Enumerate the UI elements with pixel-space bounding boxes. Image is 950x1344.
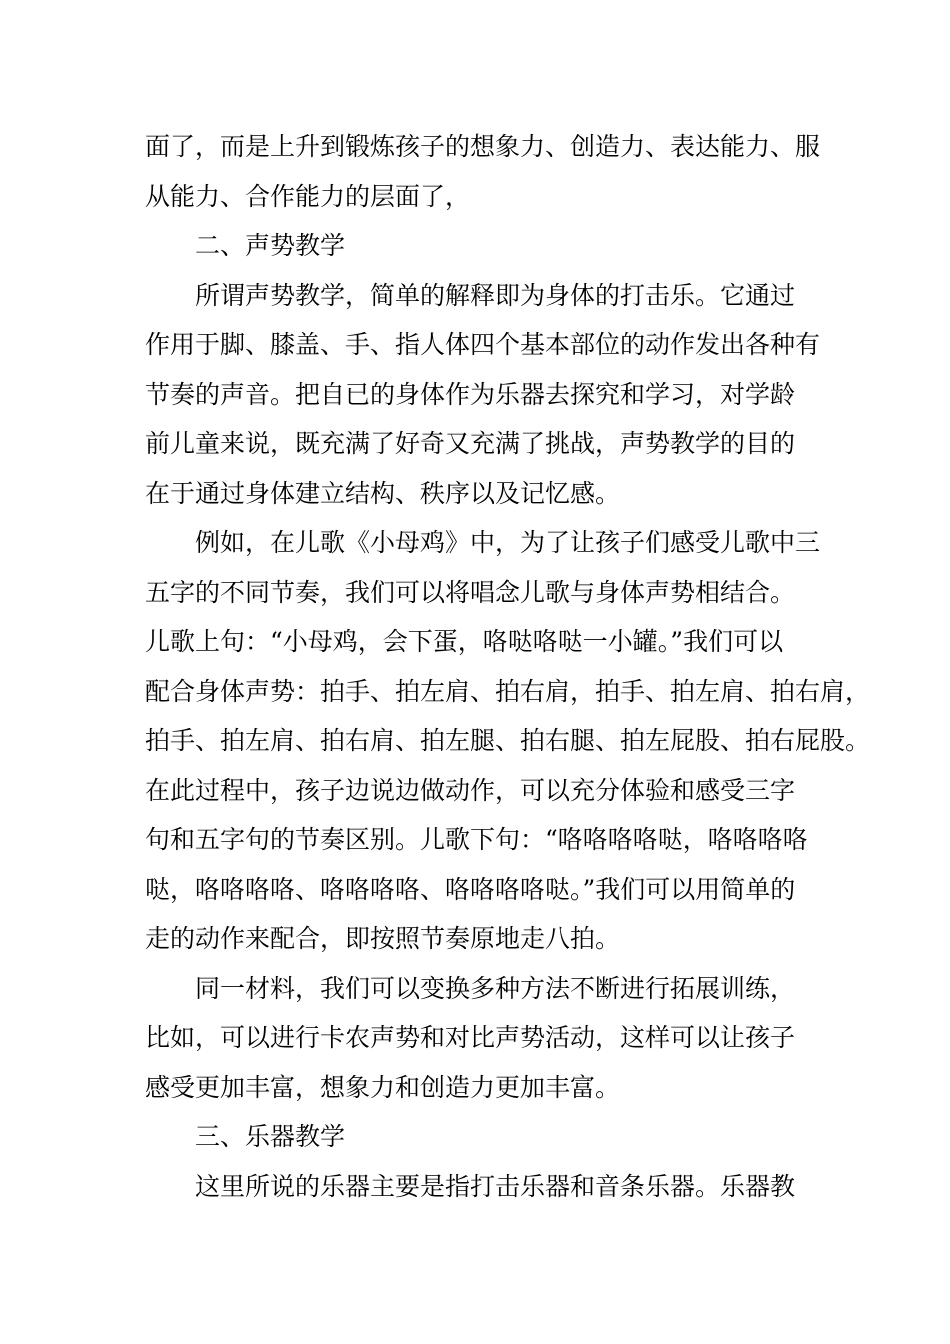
paragraph-line: 例如，在儿歌《小母鸡》中，为了让孩子们感受儿歌中三: [195, 528, 821, 557]
section-heading: 二、声势教学: [195, 231, 346, 260]
paragraph-line: 配合身体声势：拍手、拍左肩、拍右肩，拍手、拍左肩、拍右肩，: [145, 676, 871, 706]
paragraph-line: 走的动作来配合，即按照节奏原地走八拍。: [145, 924, 621, 953]
paragraph-line: 比如，可以进行卡农声势和对比声势活动，这样可以让孩子: [145, 1023, 796, 1052]
paragraph-line: 哒，咯咯咯咯、咯咯咯咯、咯咯咯咯哒。”我们可以用简单的: [145, 874, 796, 904]
paragraph-line: 句和五字句的节奏区别。儿歌下句：“咯咯咯咯哒，咯咯咯咯: [145, 825, 808, 854]
paragraph-line: 这里所说的乐器主要是指打击乐器和音条乐器。乐器教: [195, 1171, 796, 1201]
paragraph-line: 前儿童来说，既充满了好奇又充满了挑战，声势教学的目的: [145, 429, 796, 458]
paragraph-line: 儿歌上句：“小母鸡，会下蛋，咯哒咯哒一小罐。”我们可以: [145, 627, 784, 656]
document-body: [145, 122, 871, 1211]
paragraph-line: 所谓声势教学，简单的解释即为身体的打击乐。它通过: [195, 280, 796, 310]
paragraph-line: 在此过程中，孩子边说边做动作，可以充分体验和感受三字: [145, 775, 796, 805]
section-heading: 三、乐器教学: [195, 1122, 346, 1151]
paragraph-line: 面了，而是上升到锻炼孩子的想象力、创造力、表达能力、服: [145, 132, 821, 161]
paragraph-line: 五字的不同节奏，我们可以将唱念儿歌与身体声势相结合。: [145, 577, 796, 607]
paragraph-line: 感受更加丰富，想象力和创造力更加丰富。: [145, 1072, 621, 1102]
paragraph-line: 作用于脚、膝盖、手、指人体四个基本部位的动作发出各种有: [145, 330, 821, 359]
paragraph-line: 同一材料，我们可以变换多种方法不断进行拓展训练，: [195, 973, 796, 1003]
paragraph-line: 在于通过身体建立结构、秩序以及记忆感。: [145, 478, 621, 508]
paragraph-line: 节奏的声音。把自已的身体作为乐器去探究和学习，对学龄: [145, 379, 796, 409]
paragraph-line: 拍手、拍左肩、拍右肩、拍左腿、拍右腿、拍左屁股、拍右屁股。: [145, 726, 871, 755]
paragraph-line: 从能力、合作能力的层面了，: [145, 181, 471, 211]
